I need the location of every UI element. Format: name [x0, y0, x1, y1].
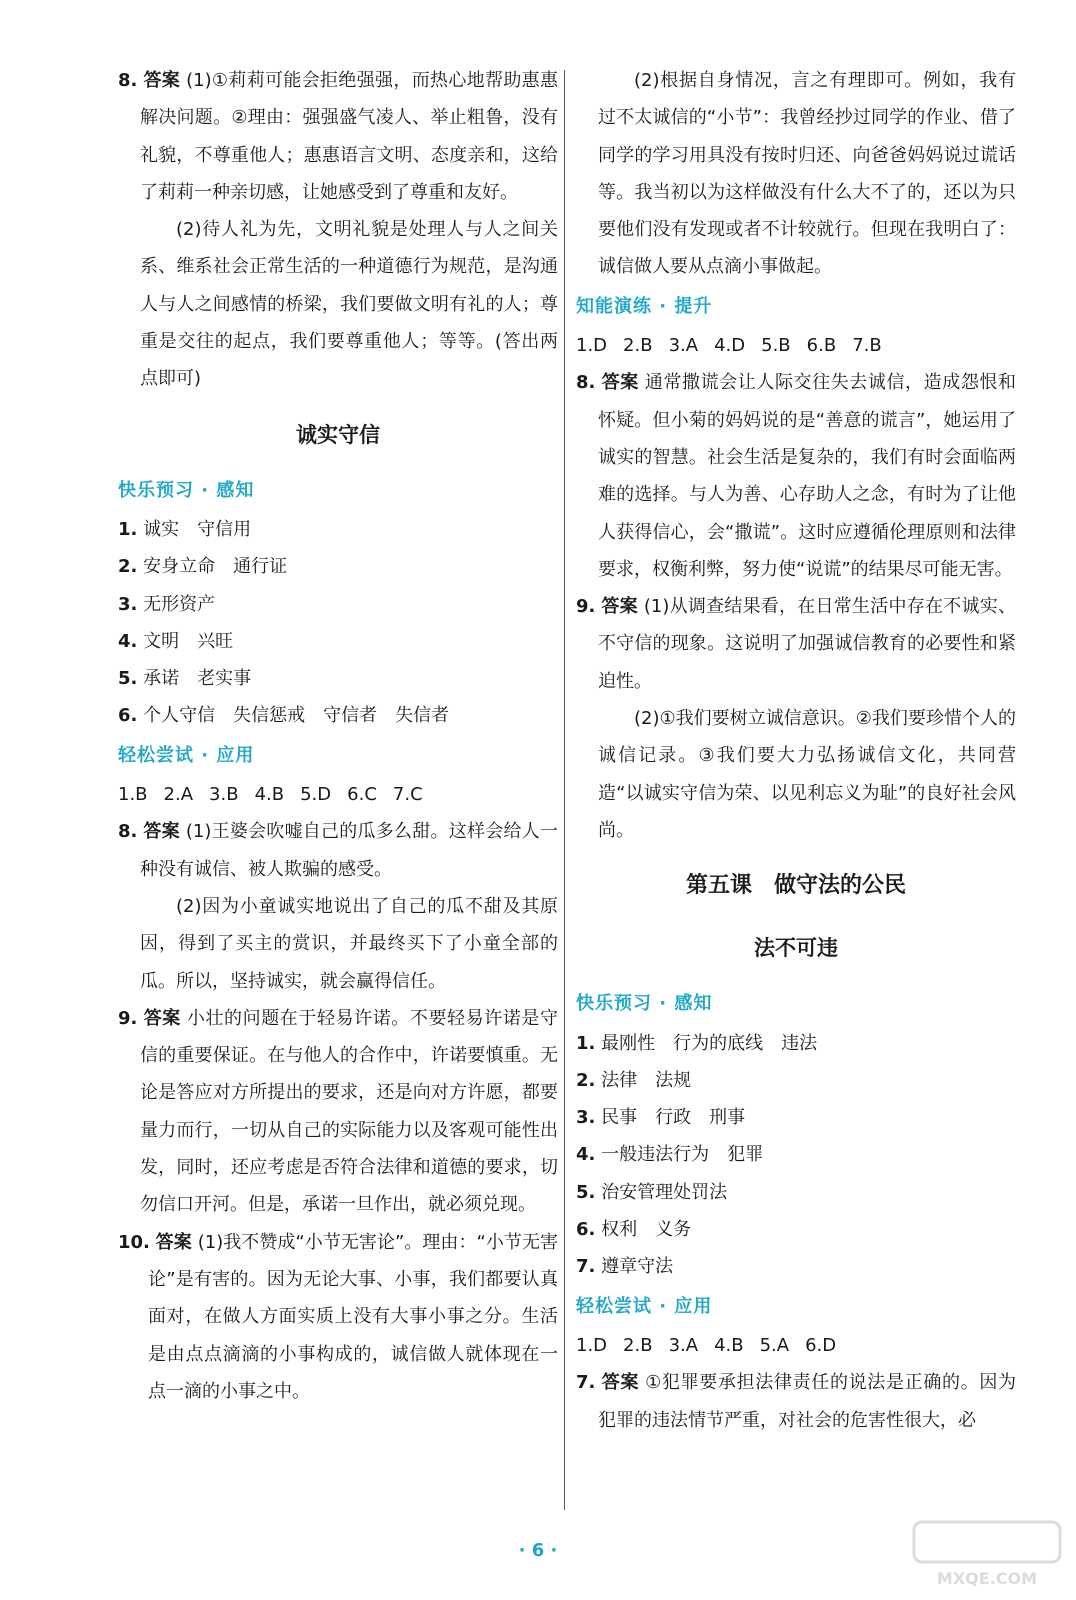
section-label-try-right: 轻松尝试 · 应用	[576, 1295, 713, 1317]
watermark-logo-icon	[912, 1520, 1062, 1590]
left-q8b-part2: (2)因为小童诚实地说出了自己的瓜不甜及其原因，得到了买主的赏识，并最终买下了小童全部的瓜。所以，坚持诚实，就会赢得信任。	[140, 895, 558, 992]
right-q10-part2: (2)根据自身情况，言之有理即可。例如，我有过不太诚信的“小节”：我曾经抄过同学的作业、借了同学的学习用具没有按时归还、向爸爸妈妈说过谎话等。我当初以为这样做没有什么大不了的，还以为只要他们没有发现或者不计较就行。但现在我明白了：诚信做人要从点滴小事做起。	[598, 70, 1016, 278]
mcq-answers-right-2: 1.D 2.B 3.A 4.B 5.A 6.D	[576, 1334, 837, 1356]
right-q7: 7. 答案 ①犯罪要承担法律责任的说法是正确的。因为犯罪的违法情节严重，对社会的危害性很大，必	[576, 1372, 1016, 1431]
right-q8: 8. 答案 通常撒谎会让人际交往失去诚信，造成怨恨和怀疑。但小菊的妈妈说的是“善意的谎言”，她运用了诚实的智慧。社会生活是复杂的，我们有时会面临两难的选择。与人为善、心存助人之念，有时为了让他人获得信心，会“撒谎”。这时应遵循伦理原则和法律要求，权衡利弊，努力使“说谎”的结果尽可能无害。	[576, 372, 1016, 580]
mcq-answers-right: 1.D 2.B 3.A 4.D 5.B 6.B 7.B	[576, 335, 882, 357]
section-label-practice: 知能演练 · 提升	[576, 295, 713, 317]
section-label-preview-right: 快乐预习 · 感知	[576, 993, 713, 1015]
section-title-law: 法不可违	[754, 936, 838, 961]
svg-text:MXQE.COM: MXQE.COM	[936, 1569, 1038, 1588]
left-q9: 9. 答案 小壮的问题在于轻易许诺。不要轻易许诺是守信的重要保证。在与他人的合作中，许诺要慎重。无论是答应对方所提出的要求，还是向对方许愿，都要量力而行，一切从自己的实际能力以及客观可能性出发，同时，还应考虑是否符合法律和道德的要求，切勿信口开河。但是，承诺一旦作出，就必须兑现。	[118, 1007, 558, 1216]
left-column	[118, 62, 558, 1410]
column-divider	[564, 70, 565, 1510]
section-label-preview: 快乐预习 · 感知	[118, 479, 255, 501]
right-q9-part2: (2)①我们要树立诚信意识。②我们要珍惜个人的诚信记录。③我们要大力弘扬诚信文化，共同营造“以诚实守信为荣、以见利忘义为耻”的良好社会风尚。	[598, 708, 1016, 841]
section-label-try: 轻松尝试 · 应用	[118, 744, 255, 766]
right-q9: 9. 答案 (1)从调查结果看，在日常生活中存在不诚实、不守信的现象。这说明了加强诚信教育的必要性和紧迫性。	[576, 596, 1016, 692]
preview-list-right: 1. 最刚性 行为的底线 违法 2. 法律 法规 3. 民事 行政 刑事 4. 一般违法行为 犯罪 5. 治安管理处罚法 6. 权利 义务 7. 遵章守法	[576, 1032, 818, 1278]
left-q10: 10. 答案 (1)我不赞成“小节无害论”。理由：“小节无害论”是有害的。因为无论大事、小事，我们都要认真面对，在做人方面实质上没有大事小事之分。生活是由点点滴滴的小事构成的，诚信做人就体现在一点一滴的小事之中。	[118, 1231, 558, 1402]
page-number: · 6 ·	[518, 1540, 558, 1561]
preview-list-left: 1. 诚实 守信用 2. 安身立命 通行证 3. 无形资产 4. 文明 兴旺 5. 承诺 老实事 6. 个人守信 失信惩戒 守信者 失信者	[118, 518, 450, 727]
left-q8: 8. 答案 (1)①莉莉可能会拒绝强强，而热心地帮助惠惠解决问题。②理由：强强盛气凌人、举止粗鲁，没有礼貌，不尊重他人；惠惠语言文明、态度亲和，这给了莉莉一种亲切感，让她感受到了尊重和友好。	[118, 70, 559, 203]
left-q8-part2: (2)待人礼为先，文明礼貌是处理人与人之间关系、维系社会正常生活的一种道德行为规范，是沟通人与人之间感情的桥梁，我们要做文明有礼的人；尊重是交往的起点，我们要尊重他人；等等。(答出两点即可)	[140, 219, 558, 390]
mcq-answers-left: 1.B 2.A 3.B 4.B 5.D 6.C 7.C	[118, 784, 423, 806]
right-column	[576, 62, 1016, 1439]
lesson-title: 第五课 做守法的公民	[685, 873, 906, 899]
section-title-honesty: 诚实守信	[296, 422, 380, 447]
left-q8b: 8. 答案 (1)王婆会吹嘘自己的瓜多么甜。这样会给人一种没有诚信、被人欺骗的感受。	[118, 821, 558, 880]
